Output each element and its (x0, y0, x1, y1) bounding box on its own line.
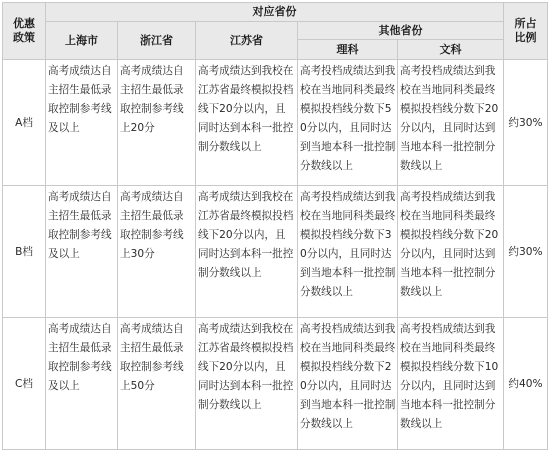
cell-jiangsu: 高考成绩达到我校在江苏省最终模拟投档线下20分以内，且同时达到本科一批控制分数线以上 (196, 60, 298, 186)
ratio-value: 约40% (504, 318, 548, 450)
admission-policy-table (2, 2, 548, 450)
cell-jiangsu: 高考成绩达到我校在江苏省最终模拟投档线下20分以内，且同时达到本科一批控制分数线以上 (196, 318, 298, 450)
tier-label: A档 (3, 60, 46, 186)
header-shanghai: 上海市 (46, 22, 118, 60)
tier-label: C档 (3, 318, 46, 450)
cell-science: 高考投档成绩达到我校在当地同科类最终模拟投档线分数下20分以内，且同时达到当地本科一批控制分数线以上 (298, 318, 398, 450)
cell-arts: 高考投档成绩达到我校在当地同科类最终模拟投档线分数下20分以内，且同时达到当地本科一批控制分数线以上 (398, 60, 504, 186)
ratio-value: 约30% (504, 60, 548, 186)
header-provinces: 对应省份 (46, 3, 504, 22)
header-policy: 优惠 政策 (3, 3, 46, 60)
cell-shanghai: 高考成绩达自主招生最低录取控制参考线及以上 (46, 186, 118, 318)
cell-zhejiang: 高考成绩达自主招生最低录取控制参考线上20分 (118, 60, 196, 186)
header-zhejiang: 浙江省 (118, 22, 196, 60)
cell-shanghai: 高考成绩达自主招生最低录取控制参考线及以上 (46, 318, 118, 450)
header-ratio: 所占 比例 (504, 3, 548, 60)
cell-arts: 高考投档成绩达到我校在当地同科类最终模拟投档线分数下10分以内，且同时达到当地本科一批控制分数线以上 (398, 318, 504, 450)
header-jiangsu: 江苏省 (196, 22, 298, 60)
cell-zhejiang: 高考成绩达自主招生最低录取控制参考线上50分 (118, 318, 196, 450)
cell-zhejiang: 高考成绩达自主招生最低录取控制参考线上30分 (118, 186, 196, 318)
table-row (3, 60, 548, 186)
header-other-provinces: 其他省份 (298, 22, 504, 40)
table-row (3, 186, 548, 318)
header-arts: 文科 (398, 40, 504, 60)
cell-shanghai: 高考成绩达自主招生最低录取控制参考线及以上 (46, 60, 118, 186)
header-science: 理科 (298, 40, 398, 60)
cell-jiangsu: 高考成绩达到我校在江苏省最终模拟投档线下20分以内，且同时达到本科一批控制分数线以上 (196, 186, 298, 318)
ratio-value: 约30% (504, 186, 548, 318)
cell-science: 高考投档成绩达到我校在当地同科类最终模拟投档线分数下30分以内，且同时达到当地本科一批控制分数线以上 (298, 186, 398, 318)
tier-label: B档 (3, 186, 46, 318)
table-row (3, 318, 548, 450)
cell-arts: 高考投档成绩达到我校在当地同科类最终模拟投档线分数下20分以内，且同时达到当地本科一批控制分数线以上 (398, 186, 504, 318)
cell-science: 高考投档成绩达到我校在当地同科类最终模拟投档线分数下50分以内，且同时达到当地本科一批控制分数线以上 (298, 60, 398, 186)
